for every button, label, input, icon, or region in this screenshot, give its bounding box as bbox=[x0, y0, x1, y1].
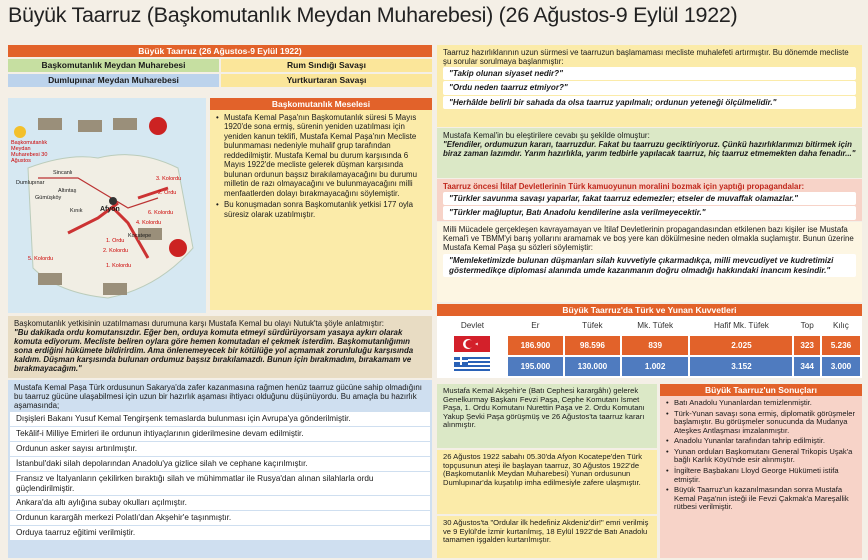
greek-hafif-mk-tufek: 3.152 bbox=[690, 357, 792, 376]
greek-top: 344 bbox=[794, 357, 819, 376]
preparation-block bbox=[8, 380, 432, 558]
page-title: Büyük Taarruz (Başkomutanlık Meydan Muharebesi) (26 Ağustos-9 Eylül 1922) bbox=[8, 3, 738, 27]
mk-answer-quote: "Efendiler, ordumuzun kararı, taarruzdur. Fakat bu taarruzu geciktiriyoruz. Çünkü hazırlıklarımızı bitirmek için biraz zaman lazımdır. Yarım hazırlıkla, yarım tedbirle yapılacak taarruz, hiç taarruz etmemekten daha fenadır..." bbox=[443, 140, 856, 159]
map-o2-label: 2. Ordu bbox=[158, 190, 177, 196]
map-afyon-label: Afyon bbox=[100, 206, 120, 213]
col-header: Kılıç bbox=[832, 321, 849, 330]
question-item: "Ordu neden taarruz etmiyor?" bbox=[443, 81, 856, 94]
milli-quote: "Memleketimizde bulunan düşmanları silah kuvvetiyle çıkarmadıkça, milli mevcudiyet ve kudretimizi göstermedikçe diplomasi alanında umde kazanmanın doğru olmadığı hakkındaki inancım kesindir." bbox=[443, 254, 856, 277]
map-dumlupinar-label: Dumlupınar bbox=[16, 180, 45, 186]
results-block bbox=[660, 384, 862, 558]
col-header: Devlet bbox=[460, 321, 485, 330]
turk-flag-icon bbox=[439, 336, 506, 355]
nutuk-quote: "Bu dakikada ordu komutansızdır. Eğer ben, orduya komuta etmeyi sürdürüyorsam yasaya aykırı olarak komuta ediyorum. Mecliste beliren oylara göre hemen komutadan el çekmek isterdim. Başkomutanlığımın sona erdiğini hükümete bildirirdim. Ama önlenemeyecek bir kötülüğe yol açmamak zorunluluğu karşısında kaldım. Düşman karşısında bulunan ordumuz başsız bırakılamazdı. Bunun için bırakmadım, bırakamam ve bırakmayacağım." bbox=[14, 328, 414, 374]
name-dumlupinar: Dumlupınar Meydan Muharebesi bbox=[8, 74, 219, 87]
map-k4-label: 4. Kolordu bbox=[136, 220, 162, 226]
map-sincanli-label: Sincanlı bbox=[53, 170, 73, 176]
aksehir-block: Mustafa Kemal Akşehir'e (Batı Cephesi karargâhı) gelerek Genelkurmay Başkanı Fevzi Paşa, Cephe Komutanı İsmet Paşa, 1. Ordu Komutanı Nurettin Paşa ve 2. Ordu Komutanı Yakup Şevki Paşa görüşmüş ve 26 Ağustos'ta taarruz kararı alınmıştır. bbox=[437, 384, 657, 448]
col-header: Er bbox=[531, 321, 540, 330]
criticism-block bbox=[437, 45, 862, 127]
forces-block bbox=[437, 304, 862, 378]
mk-answer-block bbox=[437, 128, 862, 178]
prep-item: Tekâlif-i Milliye Emirleri ile ordunun ihtiyaçlarının giderilmesine devam edilmiştir. bbox=[10, 427, 430, 441]
aug26-block: 26 Ağustos 1922 sabahı 05.30'da Afyon Kocatepe'den Türk topçusunun ateşi ile başlayan taarruz, 30 Ağustos 1922'de (Başkomutanlık Meydan Muharebesi) Yunan ordusunun Dumlupınar'da kuşatılıp imha edilmesiyle zafere ulaşmıştır. bbox=[437, 450, 657, 514]
meselesi-item: • Mustafa Kemal Paşa'nın Başkomutanlık süresi 5 Mayıs 1920'de sona ermiş, sürenin yeniden uzatılması için yeniden kanun teklifi, Mustafa Kemal Paşa'nın Mecliste bulunmaması nedeniyle muhalif grup tarafından reddedilmiştir. Mustafa Kemal bu durum karşısında 6 Mayıs 1922'de mecliste gelerek düşman karşısında bulunan ordunun başsız bırakılamayacağını bu durumu milletin de razı olmayacağını ve bulunmayacağını milli menfaatlerden dolayı bırakmayacağını söylemiştir. bbox=[216, 113, 426, 198]
col-header: Tüfek bbox=[582, 321, 603, 330]
nutuk-intro: Başkomutanlık yetkisinin uzatılmaması durumuna karşı Mustafa Kemal bu olayı Nutuk'ta şöyle anlatmıştır: bbox=[14, 319, 384, 328]
taarruz-header: Büyük Taarruz (26 Ağustos-9 Eylül 1922) bbox=[8, 45, 432, 57]
turk-top: 323 bbox=[794, 336, 819, 355]
itilaf-block bbox=[437, 179, 862, 221]
greek-kilic: 3.000 bbox=[822, 357, 860, 376]
prep-intro: Mustafa Kemal Paşa Türk ordusunun Sakarya'da zafer kazanmasına rağmen henüz taarruz gücüne sahip olmadığını bu taarruz gücüne ulaşabilmesi için uzun bir hazırlık aşaması ihtiyacı olduğunu düşünüyordu. Bu amaçla bu hazırlık aşamasında; bbox=[14, 383, 422, 411]
battle-map bbox=[8, 98, 206, 313]
map-k3-label: 3. Kolordu bbox=[156, 176, 182, 182]
criticism-intro: Taarruz hazırlıklarının uzun sürmesi ve taarruzun başlamaması mecliste muhalefeti artırmıştır. Bu dönemde mecliste şu sorular sorulmaya başlanmıştır: bbox=[443, 48, 849, 67]
map-kinik-label: Kınık bbox=[70, 208, 83, 214]
meselesi-block bbox=[210, 98, 432, 310]
prep-item: Fransız ve İtalyanların çekilirken bıraktığı silah ve mühimmatlar ile Rusya'dan alınan silahlarla ordu güçlendirilmiştir. bbox=[10, 472, 430, 495]
greek-er: 195.000 bbox=[508, 357, 563, 376]
prep-item: Ordunun karargâh merkezi Polatlı'dan Akşehir'e taşınmıştır. bbox=[10, 511, 430, 525]
mk-answer-intro: Mustafa Kemal'in bu eleştirilere cevabı şu şekilde olmuştur: bbox=[443, 131, 650, 140]
question-item: "Takip olunan siyaset nedir?" bbox=[443, 67, 856, 80]
itilaf-intro: Taarruz öncesi İtilaf Devletlerinin Türk kamuoyunun moralini bozmak için yaptığı propagandalar: bbox=[443, 182, 805, 191]
meselesi-item: • Bu konuşmadan sonra Başkomutanlık yetkisi 177 oyla süresiz olarak uzatılmıştır. bbox=[216, 200, 426, 219]
name-baskomutanlik: Başkomutanlık Meydan Muharebesi bbox=[8, 59, 219, 72]
milli-block bbox=[437, 222, 862, 302]
itilaf-item: "Türkler mağluptur, Batı Anadolu kendilerine asla verilmeyecektir." bbox=[443, 206, 856, 219]
turk-mk-tufek: 839 bbox=[622, 336, 689, 355]
greek-mk-tufek: 1.002 bbox=[622, 357, 689, 376]
result-item: • Batı Anadolu Yunanlardan temizlenmiştir. bbox=[666, 399, 856, 408]
prep-item: Orduya taarruz eğitimi verilmiştir. bbox=[10, 526, 430, 540]
col-header: Mk. Tüfek bbox=[637, 321, 674, 330]
turk-tufek: 98.596 bbox=[565, 336, 620, 355]
forces-header: Büyük Taarruz'da Türk ve Yunan Kuvvetleri bbox=[437, 304, 862, 316]
map-kocatepe-label: Kocatepe bbox=[128, 233, 152, 239]
map-o1-label: 1. Ordu bbox=[106, 238, 125, 244]
name-yurtkurtaran: Yurtkurtaran Savaşı bbox=[221, 74, 432, 87]
turk-hafif-mk-tufek: 2.025 bbox=[690, 336, 792, 355]
map-altintas-label: Altıntaş bbox=[58, 188, 77, 194]
prep-item: Ankara'da altı aylığına subay okulları açılmıştır. bbox=[10, 496, 430, 510]
turk-kilic: 5.236 bbox=[822, 336, 860, 355]
greek-flag-icon bbox=[439, 357, 506, 376]
map-k6-label: 6. Kolordu bbox=[148, 210, 174, 216]
prep-item: Dışişleri Bakanı Yusuf Kemal Tengirşenk temaslarda bulunması için Avrupa'ya gönderilmiştir. bbox=[10, 412, 430, 426]
nutuk-block bbox=[8, 316, 432, 378]
map-k5-label: 5. Kolordu bbox=[28, 256, 54, 262]
itilaf-item: "Türkler savunma savaşı yaparlar, fakat taarruz edemezler; etseler de muvaffak olamazlar." bbox=[443, 192, 856, 205]
milli-text: Milli Mücadele gerçekleşen kavrayamayan ve İtilaf Devletlerinin propagandasından etkilenen bazı kişiler ise Mustafa Kemal'i ve TBMM'yi barış yollarını aramamak ve boş yere kan dökülmesine neden olmakla suçlamıştır. Bunun üzerine Mustafa Kemal Paşa şu sözleri söylemiştir: bbox=[443, 225, 854, 253]
map-gumuskoy-label: Gümüşköy bbox=[35, 195, 62, 201]
results-header: Büyük Taarruz'un Sonuçları bbox=[660, 384, 862, 396]
col-header: Top bbox=[800, 321, 814, 330]
map-k1-label: 1. Kolordu bbox=[106, 263, 132, 269]
map-hq-label: Başkomutanlık Meydan Muharebesi 30 Ağustos bbox=[11, 140, 48, 165]
prep-item: Ordunun asker sayısı artırılmıştır. bbox=[10, 442, 430, 456]
map-k2-label: 2. Kolordu bbox=[103, 248, 129, 254]
col-header: Hafif Mk. Tüfek bbox=[714, 321, 769, 330]
result-item: • İngiltere Başbakanı Lloyd George Hükümeti istifa etmiştir. bbox=[666, 467, 856, 484]
turk-er: 186.900 bbox=[508, 336, 563, 355]
name-rum-sindigi: Rum Sındığı Savaşı bbox=[221, 59, 432, 72]
result-item: • Anadolu Yunanlar tarafından tahrip edilmiştir. bbox=[666, 437, 856, 446]
greek-tufek: 130.000 bbox=[565, 357, 620, 376]
question-item: "Herhâlde belirli bir sahada da olsa taarruz yapılmalı; ordunun yeteneği ölçülmelidir." bbox=[443, 96, 856, 109]
forces-table bbox=[437, 316, 862, 378]
prep-item: İstanbul'daki silah depolarından Anadolu'ya gizlice silah ve cephane kaçırılmıştır. bbox=[10, 457, 430, 471]
meselesi-header: Başkomutanlık Meselesi bbox=[210, 98, 432, 110]
table-row bbox=[439, 336, 860, 355]
left-top-block bbox=[8, 45, 432, 87]
result-item: • Türk-Yunan savaşı sona ermiş, diplomatik görüşmeler başlamıştır. Bu görüşmeler sonucunda da Mudanya Ateşkes Antlaşması imzalanmıştır. bbox=[666, 410, 856, 436]
table-row bbox=[439, 357, 860, 376]
result-item: • Büyük Taarruz'un kazanılmasından sonra Mustafa Kemal Paşa'nın isteği ile Fevzi Çakmak'a Mareşallik rütbesi verilmiştir. bbox=[666, 486, 856, 512]
aug30-block: 30 Ağustos'ta "Ordular ilk hedefiniz Akdeniz'dir!" emri verilmiş ve 9 Eylül'de İzmir kurtarılmış, 18 Eylül 1922'de Batı Anadolu tamamen işgalden kurtarılmıştır. bbox=[437, 516, 657, 558]
result-item: • Yunan orduları Başkomutanı General Trikopis Uşak'a bağlı Karlık Köyü'nde esir alınmıştır. bbox=[666, 448, 856, 465]
